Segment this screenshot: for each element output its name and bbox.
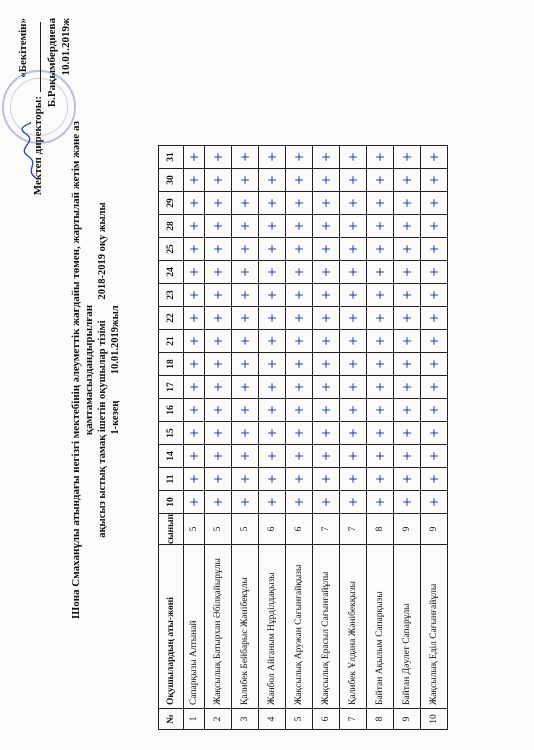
attendance-mark: + xyxy=(184,468,205,491)
attendance-mark: + xyxy=(313,445,340,468)
table-row xyxy=(313,146,340,730)
attendance-mark: + xyxy=(421,169,448,192)
attendance-mark: + xyxy=(205,422,232,445)
attendance-mark: + xyxy=(394,330,421,353)
attendance-mark: + xyxy=(259,491,286,514)
attendance-mark: + xyxy=(394,376,421,399)
attendance-mark: + xyxy=(286,445,313,468)
table-row xyxy=(184,146,205,730)
attendance-mark: + xyxy=(232,261,259,284)
attendance-mark: + xyxy=(394,468,421,491)
attendance-mark: + xyxy=(367,353,394,376)
attendance-mark: + xyxy=(259,445,286,468)
attendance-mark: + xyxy=(367,330,394,353)
attendance-mark: + xyxy=(205,330,232,353)
attendance-mark: + xyxy=(421,445,448,468)
attendance-mark: + xyxy=(205,468,232,491)
attendance-mark: + xyxy=(205,215,232,238)
attendance-mark: + xyxy=(259,376,286,399)
student-name: Жақсылық Ерасыл Сағынғайұлы xyxy=(313,545,340,709)
approval-block xyxy=(16,18,73,228)
header-day: 10 xyxy=(159,491,184,514)
row-number: 7 xyxy=(340,709,367,730)
attendance-mark: + xyxy=(184,330,205,353)
attendance-mark: + xyxy=(394,422,421,445)
document-title xyxy=(70,100,122,640)
attendance-mark: + xyxy=(367,284,394,307)
row-number: 4 xyxy=(259,709,286,730)
table-row xyxy=(232,146,259,730)
attendance-mark: + xyxy=(421,399,448,422)
attendance-mark: + xyxy=(259,399,286,422)
student-name: Байтан Дәулет Сапарұлы xyxy=(394,545,421,709)
attendance-mark: + xyxy=(232,307,259,330)
attendance-mark: + xyxy=(259,192,286,215)
student-class: 7 xyxy=(313,514,340,545)
header-day: 21 xyxy=(159,330,184,353)
student-name: Жақсылық Батырхан Әбілқайырұлы xyxy=(205,545,232,709)
attendance-mark: + xyxy=(313,238,340,261)
attendance-mark: + xyxy=(205,399,232,422)
header-day: 29 xyxy=(159,192,184,215)
attendance-mark: + xyxy=(205,353,232,376)
table-row xyxy=(367,146,394,730)
attendance-mark: + xyxy=(286,399,313,422)
attendance-mark: + xyxy=(340,445,367,468)
attendance-mark: + xyxy=(232,422,259,445)
student-class: 7 xyxy=(340,514,367,545)
attendance-mark: + xyxy=(340,399,367,422)
attendance-mark: + xyxy=(340,330,367,353)
attendance-mark: + xyxy=(340,215,367,238)
attendance-mark: + xyxy=(286,422,313,445)
attendance-mark: + xyxy=(313,376,340,399)
header-day: 14 xyxy=(159,445,184,468)
attendance-mark: + xyxy=(259,468,286,491)
attendance-mark: + xyxy=(367,146,394,169)
attendance-mark: + xyxy=(259,261,286,284)
attendance-mark: + xyxy=(286,353,313,376)
attendance-mark: + xyxy=(367,468,394,491)
attendance-mark: + xyxy=(394,445,421,468)
table-row xyxy=(394,146,421,730)
attendance-mark: + xyxy=(394,307,421,330)
title-date: 10.01.2019жыл xyxy=(110,305,121,375)
attendance-mark: + xyxy=(313,468,340,491)
attendance-mark: + xyxy=(259,353,286,376)
attendance-mark: + xyxy=(259,422,286,445)
attendance-mark: + xyxy=(259,238,286,261)
title-line-2: ақысыз ыстық тамақ ішетін оқушылар тізімі xyxy=(97,320,108,538)
attendance-mark: + xyxy=(286,192,313,215)
attendance-mark: + xyxy=(340,422,367,445)
attendance-mark: + xyxy=(205,307,232,330)
header-day: 24 xyxy=(159,261,184,284)
attendance-mark: + xyxy=(205,284,232,307)
attendance-mark: + xyxy=(232,399,259,422)
attendance-mark: + xyxy=(286,284,313,307)
attendance-mark: + xyxy=(394,491,421,514)
attendance-mark: + xyxy=(313,215,340,238)
attendance-mark: + xyxy=(184,491,205,514)
row-number: 2 xyxy=(205,709,232,730)
attendance-mark: + xyxy=(340,491,367,514)
attendance-mark: + xyxy=(232,376,259,399)
attendance-mark: + xyxy=(313,422,340,445)
student-class: 5 xyxy=(184,514,205,545)
attendance-mark: + xyxy=(232,330,259,353)
attendance-mark: + xyxy=(184,261,205,284)
attendance-mark: + xyxy=(367,215,394,238)
attendance-mark: + xyxy=(340,169,367,192)
title-period: 1-кезең xyxy=(110,400,121,435)
attendance-mark: + xyxy=(286,238,313,261)
row-number: 6 xyxy=(313,709,340,730)
student-class: 5 xyxy=(232,514,259,545)
attendance-mark: + xyxy=(232,146,259,169)
attendance-mark: + xyxy=(232,353,259,376)
student-class: 9 xyxy=(421,514,448,545)
attendance-mark: + xyxy=(286,491,313,514)
attendance-mark: + xyxy=(259,146,286,169)
header-name: Оқушылардың аты-жөні xyxy=(159,545,184,709)
attendance-mark: + xyxy=(421,146,448,169)
attendance-mark: + xyxy=(421,284,448,307)
header-day: 28 xyxy=(159,215,184,238)
row-number: 3 xyxy=(232,709,259,730)
table-row xyxy=(286,146,313,730)
attendance-mark: + xyxy=(259,215,286,238)
attendance-mark: + xyxy=(367,307,394,330)
attendance-mark: + xyxy=(184,399,205,422)
attendance-mark: + xyxy=(205,192,232,215)
attendance-mark: + xyxy=(367,261,394,284)
attendance-mark: + xyxy=(286,169,313,192)
attendance-mark: + xyxy=(184,376,205,399)
table-row xyxy=(259,146,286,730)
student-list-table xyxy=(158,145,448,730)
attendance-mark: + xyxy=(259,284,286,307)
attendance-mark: + xyxy=(340,353,367,376)
attendance-mark: + xyxy=(313,284,340,307)
attendance-mark: + xyxy=(184,169,205,192)
attendance-mark: + xyxy=(421,468,448,491)
attendance-mark: + xyxy=(367,238,394,261)
student-name: Қалибек Ұлдана Жәнібекқызы xyxy=(340,545,367,709)
attendance-mark: + xyxy=(184,307,205,330)
table-body xyxy=(184,146,448,730)
attendance-mark: + xyxy=(394,192,421,215)
row-number: 9 xyxy=(394,709,421,730)
attendance-mark: + xyxy=(184,353,205,376)
attendance-mark: + xyxy=(184,146,205,169)
attendance-mark: + xyxy=(340,146,367,169)
attendance-mark: + xyxy=(394,284,421,307)
attendance-mark: + xyxy=(205,146,232,169)
attendance-mark: + xyxy=(232,468,259,491)
attendance-mark: + xyxy=(367,376,394,399)
attendance-mark: + xyxy=(367,399,394,422)
attendance-mark: + xyxy=(421,330,448,353)
attendance-mark: + xyxy=(184,422,205,445)
student-class: 8 xyxy=(367,514,394,545)
approval-date: 10.01.2019ж xyxy=(60,18,72,76)
table-header-row xyxy=(159,146,184,730)
attendance-mark: + xyxy=(259,330,286,353)
row-number: 10 xyxy=(421,709,448,730)
attendance-mark: + xyxy=(232,192,259,215)
attendance-mark: + xyxy=(313,307,340,330)
row-number: 5 xyxy=(286,709,313,730)
attendance-mark: + xyxy=(367,169,394,192)
approval-position: Мектеп директоры: xyxy=(32,96,44,196)
attendance-mark: + xyxy=(205,169,232,192)
header-num: № xyxy=(159,709,184,730)
approval-heading: «Бекітемін» xyxy=(17,18,29,78)
table-row xyxy=(340,146,367,730)
header-day: 16 xyxy=(159,399,184,422)
student-name: Жақсылық Еділ Сағынғайұлы xyxy=(421,545,448,709)
attendance-mark: + xyxy=(184,284,205,307)
header-class: сынып xyxy=(159,514,184,545)
attendance-mark: + xyxy=(394,238,421,261)
attendance-mark: + xyxy=(232,238,259,261)
attendance-mark: + xyxy=(184,445,205,468)
attendance-mark: + xyxy=(259,169,286,192)
header-day: 17 xyxy=(159,376,184,399)
attendance-mark: + xyxy=(286,330,313,353)
attendance-mark: + xyxy=(232,284,259,307)
attendance-mark: + xyxy=(313,261,340,284)
student-name: Сапарқызы Алтынай xyxy=(184,545,205,709)
attendance-mark: + xyxy=(421,215,448,238)
attendance-mark: + xyxy=(421,353,448,376)
attendance-mark: + xyxy=(205,261,232,284)
attendance-mark: + xyxy=(421,192,448,215)
student-name: Қалибек Бейбарыс Жәнібекұлы xyxy=(232,545,259,709)
attendance-mark: + xyxy=(421,491,448,514)
attendance-mark: + xyxy=(232,215,259,238)
attendance-mark: + xyxy=(421,261,448,284)
attendance-mark: + xyxy=(286,376,313,399)
table-row xyxy=(421,146,448,730)
attendance-mark: + xyxy=(205,238,232,261)
attendance-mark: + xyxy=(184,192,205,215)
header-day: 23 xyxy=(159,284,184,307)
attendance-mark: + xyxy=(286,307,313,330)
approval-director-name: Б.Рақымбердиева xyxy=(46,18,58,108)
attendance-mark: + xyxy=(340,192,367,215)
attendance-mark: + xyxy=(421,376,448,399)
attendance-mark: + xyxy=(421,307,448,330)
attendance-mark: + xyxy=(367,422,394,445)
row-number: 1 xyxy=(184,709,205,730)
header-day: 30 xyxy=(159,169,184,192)
attendance-mark: + xyxy=(205,376,232,399)
attendance-mark: + xyxy=(367,192,394,215)
attendance-mark: + xyxy=(286,261,313,284)
attendance-mark: + xyxy=(286,215,313,238)
attendance-mark: + xyxy=(394,261,421,284)
row-number: 8 xyxy=(367,709,394,730)
attendance-mark: + xyxy=(340,376,367,399)
header-day: 22 xyxy=(159,307,184,330)
attendance-mark: + xyxy=(421,238,448,261)
attendance-mark: + xyxy=(340,284,367,307)
attendance-mark: + xyxy=(340,307,367,330)
attendance-mark: + xyxy=(205,445,232,468)
attendance-mark: + xyxy=(313,353,340,376)
attendance-mark: + xyxy=(313,192,340,215)
attendance-mark: + xyxy=(394,215,421,238)
header-day: 11 xyxy=(159,468,184,491)
attendance-mark: + xyxy=(340,261,367,284)
attendance-mark: + xyxy=(394,169,421,192)
student-class: 9 xyxy=(394,514,421,545)
header-day: 15 xyxy=(159,422,184,445)
attendance-mark: + xyxy=(340,468,367,491)
student-name: Жақсылық Аружан Сағынғайқызы xyxy=(286,545,313,709)
attendance-mark: + xyxy=(184,215,205,238)
student-name: Байтан Ақылым Сапарқызы xyxy=(367,545,394,709)
attendance-mark: + xyxy=(340,238,367,261)
attendance-mark: + xyxy=(184,238,205,261)
attendance-mark: + xyxy=(205,491,232,514)
attendance-mark: + xyxy=(286,146,313,169)
signature-line xyxy=(30,22,41,92)
attendance-mark: + xyxy=(313,330,340,353)
attendance-mark: + xyxy=(313,491,340,514)
title-line-1: Шона Смаханұлы атындағы негізгі мектебінің әлеуметтік жағдайы төмен, жартылай жетім және аз қамтамасыздандырылған xyxy=(70,121,95,619)
attendance-mark: + xyxy=(232,169,259,192)
attendance-mark: + xyxy=(313,146,340,169)
student-class: 6 xyxy=(286,514,313,545)
header-day: 25 xyxy=(159,238,184,261)
attendance-mark: + xyxy=(232,491,259,514)
attendance-mark: + xyxy=(367,491,394,514)
header-day: 31 xyxy=(159,146,184,169)
attendance-mark: + xyxy=(313,169,340,192)
student-class: 5 xyxy=(205,514,232,545)
attendance-mark: + xyxy=(394,353,421,376)
attendance-mark: + xyxy=(232,445,259,468)
header-day: 18 xyxy=(159,353,184,376)
table-row xyxy=(205,146,232,730)
attendance-mark: + xyxy=(259,307,286,330)
attendance-mark: + xyxy=(394,146,421,169)
title-school-year: 2018-2019 оқу жылы xyxy=(97,202,108,300)
attendance-mark: + xyxy=(313,399,340,422)
attendance-mark: + xyxy=(394,399,421,422)
attendance-mark: + xyxy=(286,468,313,491)
student-class: 6 xyxy=(259,514,286,545)
attendance-mark: + xyxy=(367,445,394,468)
student-name: Жанбол Айганым Нұрділдақызы xyxy=(259,545,286,709)
attendance-mark: + xyxy=(421,422,448,445)
